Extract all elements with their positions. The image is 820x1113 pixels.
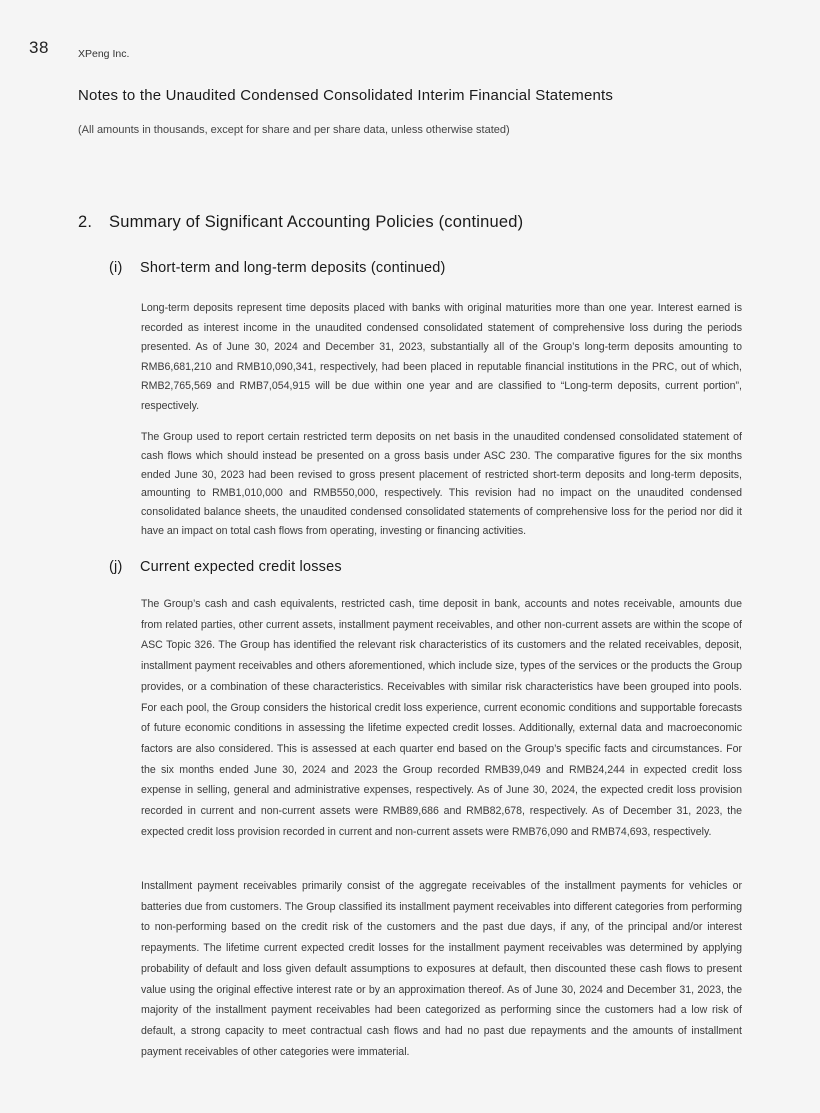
document-subtitle: (All amounts in thousands, except for share and per share data, unless otherwise stated) (78, 124, 510, 136)
page-number: 38 (29, 38, 49, 57)
paragraph: Long-term deposits represent time deposits placed with banks with original maturities more than one year. Interest earned is recorded as interest income in the unaudited condensed consolidated statement of comprehensive loss during the periods presented. As of June 30, 2024 and December 31, 2023, substantially all of the Group’s long-term deposits amounting to RMB6,681,210 and RMB10,090,341, respectively, had been placed in reputable financial institutions in the PRC, out of which, RMB2,765,569 and RMB7,054,915 will be due within one year and are classified to “Long-term deposits, current portion”, respectively. (141, 302, 742, 412)
company-name: XPeng Inc. (78, 48, 130, 60)
subsection-title: Current expected credit losses (140, 559, 342, 575)
section-heading (78, 213, 523, 232)
subsection-number: (j) (109, 559, 123, 575)
subsection-number: (i) (109, 260, 123, 276)
paragraph: The Group used to report certain restricted term deposits on net basis in the unaudited condensed consolidated statement of cash flows which should instead be presented on a gross basis under ASC 230. The comparative figures for the six months ended June 30, 2023 had been revised to gross present placement of restricted short-term deposits and long-term deposits, amounting to RMB1,010,000 and RMB550,000, respectively. This revision had no impact on the unaudited condensed consolidated balance sheets, the unaudited condensed consolidated statements of comprehensive loss for the period nor did it have an impact on total cash flows from operating, investing or financing activities. (141, 431, 742, 537)
subsection-title: Short-term and long-term deposits (continued) (140, 260, 446, 276)
section-number: 2. (78, 213, 93, 231)
paragraph: Installment payment receivables primarily consist of the aggregate receivables of the installment payments for vehicles or batteries due from customers. The Group classified its installment payment receivables into different categories from performing to non-performing based on the credit risk of the customers and the past due days, if any, of the principal and/or interest repayments. The lifetime current expected credit losses for the installment payment receivables was determined by applying probability of default and loss given default assumptions to exposures at default, then discounted these cash flows to present value using the original effective interest rate or by an approximation thereof. As of June 30, 2024 and December 31, 2023, the majority of the installment payment receivables had been categorized as performing since the customers had a low risk of default, a strong capacity to meet contractual cash flows and had no past due repayments and the amounts of installment payment receivables of other categories were immaterial. (141, 880, 742, 1058)
section-title: Summary of Significant Accounting Policies (continued) (109, 213, 524, 231)
subsection-heading-j (109, 559, 342, 575)
subsection-heading-i (109, 260, 446, 276)
document-title: Notes to the Unaudited Condensed Consolidated Interim Financial Statements (78, 87, 614, 104)
paragraph: The Group’s cash and cash equivalents, restricted cash, time deposit in bank, accounts and notes receivable, amounts due from related parties, other current assets, installment payment receivables, and other non-current assets are within the scope of ASC Topic 326. The Group has identified the relevant risk characteristics of its customers and the related receivables, deposit, installment payment receivables and others aforementioned, which include size, types of the services or the products the Group provides, or a combination of these characteristics. Receivables with similar risk characteristics have been grouped into pools. For each pool, the Group considers the historical credit loss experience, current economic conditions and supportable forecasts of future economic conditions in assessing the lifetime expected credit losses. Additionally, external data and macroeconomic factors are also considered. This is assessed at each quarter end based on the Group’s specific facts and circumstances. For the six months ended June 30, 2024 and 2023 the Group recorded RMB39,049 and RMB24,244 in expected credit loss expense in selling, general and administrative expenses, respectively. As of June 30, 2024, the expected credit loss provision recorded in current and non-current assets were RMB89,686 and RMB82,678, respectively. As of December 31, 2023, the expected credit loss provision recorded in current and non-current assets were RMB76,090 and RMB74,693, respectively. (141, 598, 742, 838)
